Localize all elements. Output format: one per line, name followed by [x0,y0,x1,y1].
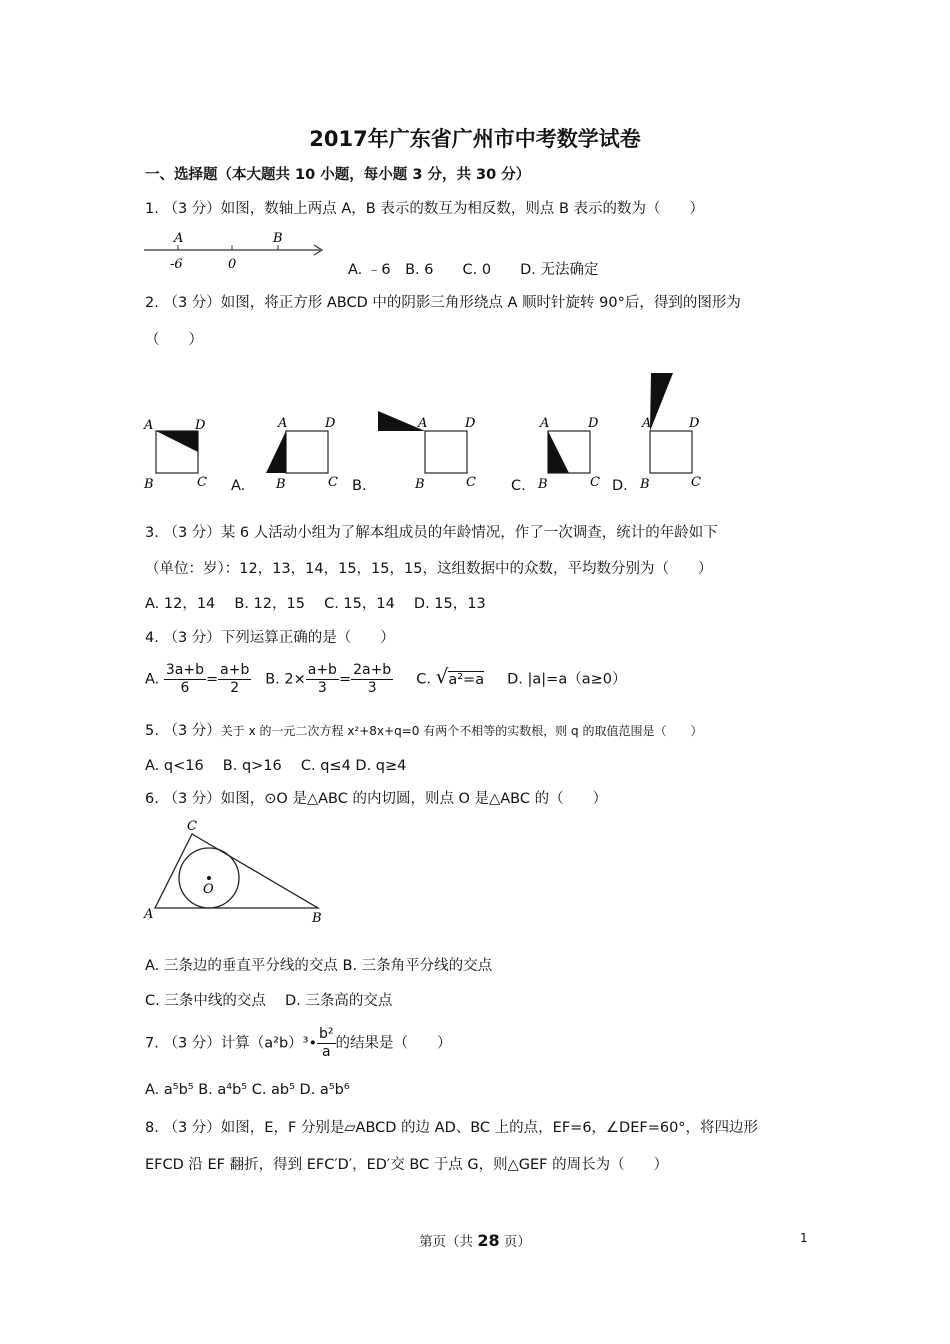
svg-text:B: B [276,477,286,492]
question-3: 3. （3 分）某 6 人活动小组为了解本组成员的年龄情况，作了一次调查，统计的年龄如下 [145,525,718,541]
question-3-options: A. 12，14 B. 12，15 C. 15，14 D. 15，13 [145,596,486,612]
svg-text:C: C [187,819,197,834]
option-b-label: B. [352,478,367,494]
question-7-options: A. a⁵b⁵ B. a⁴b⁵ C. ab⁵ D. a⁵b⁶ [145,1082,350,1098]
point-b-label: B [273,231,283,246]
svg-text:C: C [691,475,701,490]
question-6: 6. （3 分）如图，⊙O 是△ABC 的内切圆，则点 O 是△ABC 的（ ） [145,791,608,807]
svg-text:B: B [312,911,322,926]
svg-text:A: A [540,416,550,431]
question-3-line2: （单位：岁）：12，13，14，15，15，15，这组数据中的众数，平均数分别为（ ） [145,561,713,577]
question-8-line2: EFCD 沿 EF 翻折，得到 EFC′D′，ED′交 BC 于点 G，则△GEF 的周长为（ ） [145,1157,669,1173]
question-7: 7. （3 分）计算（a²b）³• $\frac{\text{b²}}{a}$ 的结果是（ ） [145,1026,452,1060]
svg-text:B: B [538,477,548,492]
incircle-figure [140,815,330,927]
svg-text:A: A [144,907,154,922]
svg-text:A: A [418,416,428,431]
svg-text:D: D [689,416,700,431]
svg-text:O: O [203,882,214,897]
svg-text:A: A [144,418,154,433]
question-4: 4. （3 分）下列运算正确的是（ ） [145,630,395,646]
svg-text:B: B [640,477,650,492]
svg-text:C: C [590,475,600,490]
svg-text:D: D [195,418,206,433]
svg-text:C: C [197,475,207,490]
rotation-figures [138,368,718,498]
question-2: 2. （3 分）如图，将正方形 ABCD 中的阴影三角形绕点 A 顺时针旋转 90°后，得到的图形为 [145,295,741,311]
question-8: 8. （3 分）如图，E，F 分别是▱ABCD 的边 AD、BC 上的点，EF=6，∠DEF=60°，将四边形 [145,1120,759,1136]
question-2-paren: （ ） [145,332,203,348]
question-1-options: A. ﹣6 B. 6 C. 0 D. 无法确定 [348,262,599,278]
question-5: 5. （3 分）关于 x 的一元二次方程 x²+8x+q=0 有两个不相等的实数根，则 q 的取值范围是（ ） [145,723,703,739]
number-line-figure [140,228,330,274]
page-footer: 第页（共 28 页） [419,1231,531,1250]
question-1: 1. （3 分）如图，数轴上两点 A，B 表示的数互为相反数，则点 B 表示的数为（ ） [145,201,705,217]
option-c-label: C. [511,478,526,494]
question-4-options: A. $\frac{3a+b}{6}$ = $\frac{a+b}{2}$ B. 2× $\frac{a+b}{3}$ = $\frac{2a+b}{3}$ C. √a²=a D. |a|=a（a≥0） [145,662,627,696]
svg-text:B: B [415,477,425,492]
tick-0: 0 [228,257,237,272]
svg-text:D: D [588,416,599,431]
svg-text:D: D [465,416,476,431]
question-5-options: A. q<16 B. q>16 C. q≤4 D. q≥4 [145,758,407,774]
svg-text:A: A [642,416,652,431]
page-number: 1 [800,1231,808,1245]
svg-text:C: C [466,475,476,490]
question-6-options-1: A. 三条边的垂直平分线的交点 B. 三条角平分线的交点 [145,958,493,974]
svg-text:B: B [144,477,154,492]
point-a-label: A [174,231,184,246]
svg-text:A: A [278,416,288,431]
page-title: 2017年广东省广州市中考数学试卷 [309,127,641,151]
svg-text:C: C [328,475,338,490]
tick-minus-6: -6 [170,257,183,272]
section-heading: 一、选择题（本大题共 10 小题，每小题 3 分，共 30 分） [145,167,531,183]
option-a-label: A. [231,478,246,494]
option-d-label: D. [612,478,628,494]
question-6-options-2: C. 三条中线的交点 D. 三条高的交点 [145,993,393,1009]
svg-text:D: D [325,416,336,431]
